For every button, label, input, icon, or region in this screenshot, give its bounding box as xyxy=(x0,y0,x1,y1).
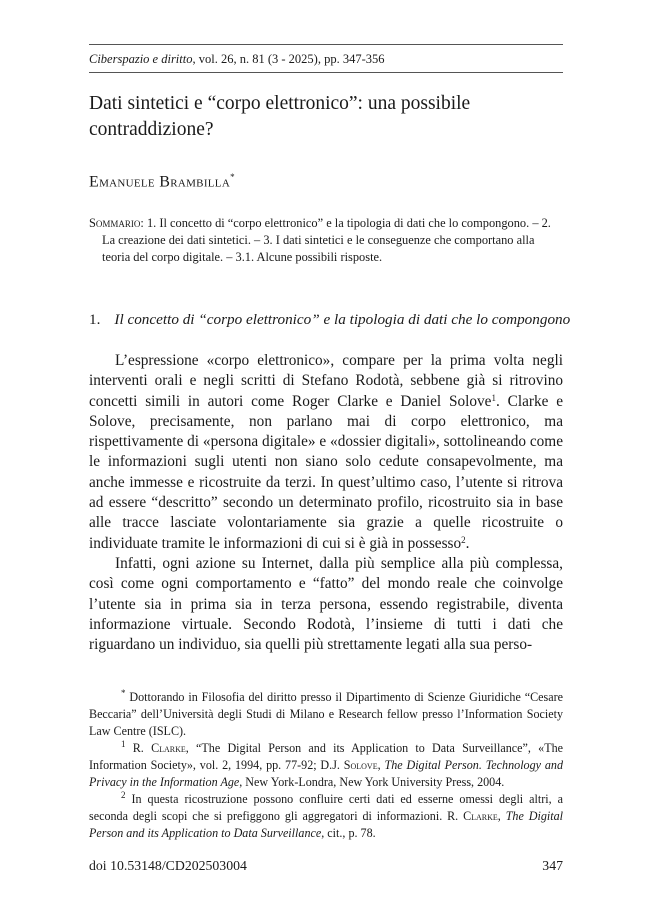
footnote-1 xyxy=(89,740,563,791)
summary-text: : 1. Il concetto di “corpo elettronico” e la tipologia di dati che lo compongono. – 2. La creazione dei dati sintetici. – 3. I dati sintetici e le conseguenze che comportano alla teoria del corpo digitale. – 3.1. Alcune possibili risposte. xyxy=(102,216,551,264)
footnote-text: , xyxy=(377,758,385,772)
section-heading xyxy=(89,311,571,329)
footnote-mark: * xyxy=(121,688,126,698)
header-rule xyxy=(89,72,563,73)
footnote-text: Dottorando in Filosofia del diritto presso il Dipartimento di Scienze Giuridiche “Cesare Beccaria” dell’Università degli Studi di Milano e Research fellow presso l’Information Society Law Centre (ISLC). xyxy=(89,690,563,738)
paragraph-2: Infatti, ogni azione su Internet, dalla più semplice alla più complessa, così come ogni comportamento e “fatto” del mondo reale che coinvolge l’utente sia in prima sia in terza persona, essendo registrabile, diventa informazione virtuale. Secondo Rodotà, l’insieme di tutti i dati che riguardano un individuo, sia quelli più strettamente legati alla sua perso- xyxy=(89,554,563,654)
paragraph-1-part-a: L’espressione «corpo elettronico», compare per la prima volta negli interventi orali e negli scritti di Stefano Rodotà, sebbene già si ritrovino concetti simili in autori come Roger Clarke e Daniel Solove xyxy=(89,352,563,410)
footnote-author xyxy=(89,689,563,740)
author-surname: Solove xyxy=(343,758,378,772)
summary xyxy=(89,215,563,266)
footnote-ref-1[interactable]: 1 xyxy=(491,392,496,403)
footnote-mark: 2 xyxy=(121,790,126,800)
footnote-ref-2[interactable]: 2 xyxy=(461,534,466,545)
footnote-text: , cit., p. 78. xyxy=(321,826,376,840)
summary-label: Sommario xyxy=(89,216,141,230)
paragraph-1-part-c: . xyxy=(465,534,470,552)
section-title: Il concetto di “corpo elettronico” e la tipologia di dati che lo compongono xyxy=(114,311,571,328)
doi[interactable]: doi 10.53148/CD202503004 xyxy=(89,858,247,873)
author-text: Emanuele Brambilla xyxy=(89,173,231,191)
author-footnote-mark: * xyxy=(230,172,235,182)
footnote-2 xyxy=(89,791,563,842)
body-text xyxy=(89,351,563,655)
footnote-text: , xyxy=(497,809,506,823)
footnote-text: , New York-Londra, New York University Press, 2004. xyxy=(239,775,505,789)
page-number: 347 xyxy=(542,858,563,873)
author-name xyxy=(89,172,235,191)
paper-page xyxy=(89,0,571,922)
article-title: Dati sintetici e “corpo elettronico”: una possibile contraddizione? xyxy=(89,93,471,140)
footnote-text: In questa ricostruzione possono confluire certi dati ed esserne omessi degli altri, a seconda degli scopi che si prefiggono gli aggregatori di informazioni. R. xyxy=(89,792,563,823)
journal-name: Ciberspazio e diritto xyxy=(89,52,193,66)
issue-info: , vol. 26, n. 81 (3 - 2025), pp. 347-356 xyxy=(192,52,385,66)
section-number: 1. xyxy=(89,311,101,328)
footnote-text: R. xyxy=(132,741,152,755)
paragraph-1-part-b: . Clarke e Solove, precisamente, non parlano mai di corpo elettronico, ma rispettivamente di «persona digitale» e «dossier digitali», sottolineando come le informazioni sugli utenti non siano solo cedute consapevolmente, ma anche immesse e ricostruite da terzi. In quest’ultimo caso, l’utente si ritrova ad essere “descritto” secondo un determinato profilo, ricostruito sia in base alle tracce lasciate volontariamente sia grazie a quelle ricostruite o individuate tramite le informazioni di cui si è già in possesso xyxy=(89,392,563,552)
paragraph-1 xyxy=(89,351,563,554)
running-head xyxy=(89,52,384,67)
footnote-text: , “The Digital Person and its Application to Data Surveillance”, «The Information Society», vol. 2, 1994, pp. 77-92; D.J. xyxy=(89,741,563,772)
footnotes xyxy=(89,689,563,842)
book-title: The Digital Person. Technology and Privacy in the Information Age xyxy=(89,758,563,789)
work-title: The Digital Person and its Application to Data Surveillance xyxy=(89,809,563,840)
top-rule xyxy=(89,44,563,45)
footnote-mark: 1 xyxy=(121,739,126,749)
author-surname: Clarke xyxy=(463,809,498,823)
author-surname: Clarke xyxy=(151,741,186,755)
